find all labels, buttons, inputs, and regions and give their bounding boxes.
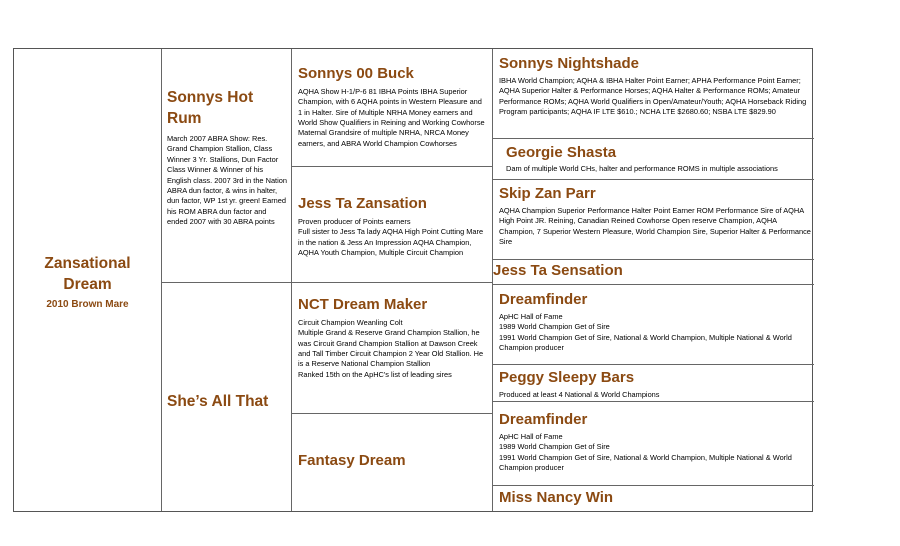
ancestor-cell — [499, 369, 811, 400]
ancestor-name: Skip Zan Parr — [499, 185, 596, 202]
ancestor-cell — [506, 144, 811, 174]
dam-name: She’s All That — [167, 393, 269, 410]
ancestor-name: Dreamfinder — [499, 291, 588, 308]
ancestor-description: ApHC Hall of Fame 1989 World Champion Get of Sire 1991 World Champion Get of Sire, National & World Champion, Multiple National & World Champion producer — [499, 311, 792, 352]
ancestor-cell — [493, 262, 811, 281]
row-divider — [492, 284, 814, 285]
row-divider — [492, 485, 814, 486]
pedigree-chart — [13, 48, 813, 512]
ancestor-name: Dreamfinder — [499, 411, 588, 428]
ancestor-cell — [499, 185, 811, 247]
ancestor-cell — [499, 55, 811, 117]
ancestor-name: Miss Nancy Win — [499, 489, 614, 506]
dam-dam-name: Fantasy Dream — [298, 452, 406, 469]
sire-cell — [167, 87, 289, 228]
sire-sire-description: AQHA Show H-1/P-6 81 IBHA Points IBHA Superior Champion, with 6 AQHA points in Western Pleasure and 1 in Halter. Sire of Multiple NRHA Money earners and World Show Qualifiers in Reining and Working Cowhorse Maternal Grandsire of multiple NRHA, NRCA Money earners, and ABRA World Champion Cowhorses — [298, 86, 485, 148]
row-divider — [492, 401, 814, 402]
sire-name: Sonnys Hot Rum — [167, 89, 254, 127]
subject-cell — [14, 49, 161, 511]
row-divider — [492, 364, 814, 365]
row-divider — [492, 259, 814, 260]
row-divider — [291, 166, 493, 167]
sire-dam-cell — [298, 195, 488, 258]
ancestor-cell — [499, 489, 811, 508]
dam-cell — [167, 392, 289, 411]
dam-sire-description: Circuit Champion Weanling Colt Multiple Grand & Reserve Grand Champion Stallion, he was Circuit Grand Champion Stallion at Dawson Creek and Tall Timber Circuit Champion 2 Year Old Stallion. He is a Reserve National Champion Stallion Ranked 15th on the ApHC's list of leading sires — [298, 317, 484, 379]
ancestor-description: Produced at least 4 National & World Champions — [499, 389, 660, 399]
dam-sire-name: NCT Dream Maker — [298, 296, 428, 313]
sire-sire-name: Sonnys 00 Buck — [298, 65, 414, 82]
ancestor-name: Sonnys Nightshade — [499, 55, 640, 72]
ancestor-description: IBHA World Champion; AQHA & IBHA Halter Point Earner; APHA Performance Point Earner; AQHA Superior Halter & Performance Horses; AQHA Halter & Performance ROMs; Amateur Performance ROMs; AQHA World Qualifiers in Open/Amateur/Youth; AQHA Horseback Riding Program participants; AQHA IF LTE $610.; NCHA LTE $2680.60; NSBA LTE $829.90 — [499, 75, 807, 116]
sire-dam-name: Jess Ta Zansation — [298, 195, 427, 212]
subject-subtitle: 2010 Brown Mare — [46, 298, 129, 310]
row-divider — [161, 282, 292, 283]
ancestor-name: Peggy Sleepy Bars — [499, 369, 635, 386]
ancestor-cell — [499, 291, 811, 353]
column-divider — [291, 49, 292, 511]
ancestor-description: Dam of multiple World CHs, halter and performance ROMS in multiple associations — [506, 163, 778, 173]
sire-sire-cell — [298, 65, 488, 149]
row-divider — [492, 179, 814, 180]
ancestor-name: Jess Ta Sensation — [493, 262, 623, 279]
ancestor-description: ApHC Hall of Fame 1989 World Champion Get of Sire 1991 World Champion Get of Sire, National & World Champion, Multiple National & World Champion producer — [499, 431, 792, 472]
row-divider — [492, 138, 814, 139]
subject-name: Zansational Dream — [44, 254, 131, 293]
ancestor-name: Georgie Shasta — [506, 144, 617, 161]
row-divider — [291, 282, 493, 283]
ancestor-cell — [499, 411, 811, 473]
dam-sire-cell — [298, 296, 488, 380]
sire-description: March 2007 ABRA Show: Res. Grand Champion Stallion, Class Winner 3 Yr. Stallions, Dun Factor Class Winner & Winner of his English class. 2007 3rd in the Nation ABRA dun factor, & wins in halter, dun factor, WP 1st yr. green! Earned his ROM ABRA dun factor and ended 2007 with 30 ABRA points — [167, 134, 287, 227]
sire-dam-description: Proven producer of Points earners Full sister to Jess Ta lady AQHA High Point Cutting Mare in the nation & Jess An Impression AQHA Champion, AQHA Youth Champion, Multiple Circuit Champion — [298, 216, 484, 257]
ancestor-description: AQHA Champion Superior Performance Halter Point Earner ROM Performance Sire of AQHA High Point JR. Reining, Canadian Reined Cowhorse Open reserve Champion, AQHA Champion, 7 Superior Western Pleasure, World Champion Sire, Superior Halter & Performance Sire — [499, 205, 811, 246]
dam-dam-cell — [298, 452, 488, 471]
row-divider — [291, 413, 493, 414]
column-divider — [161, 49, 162, 511]
